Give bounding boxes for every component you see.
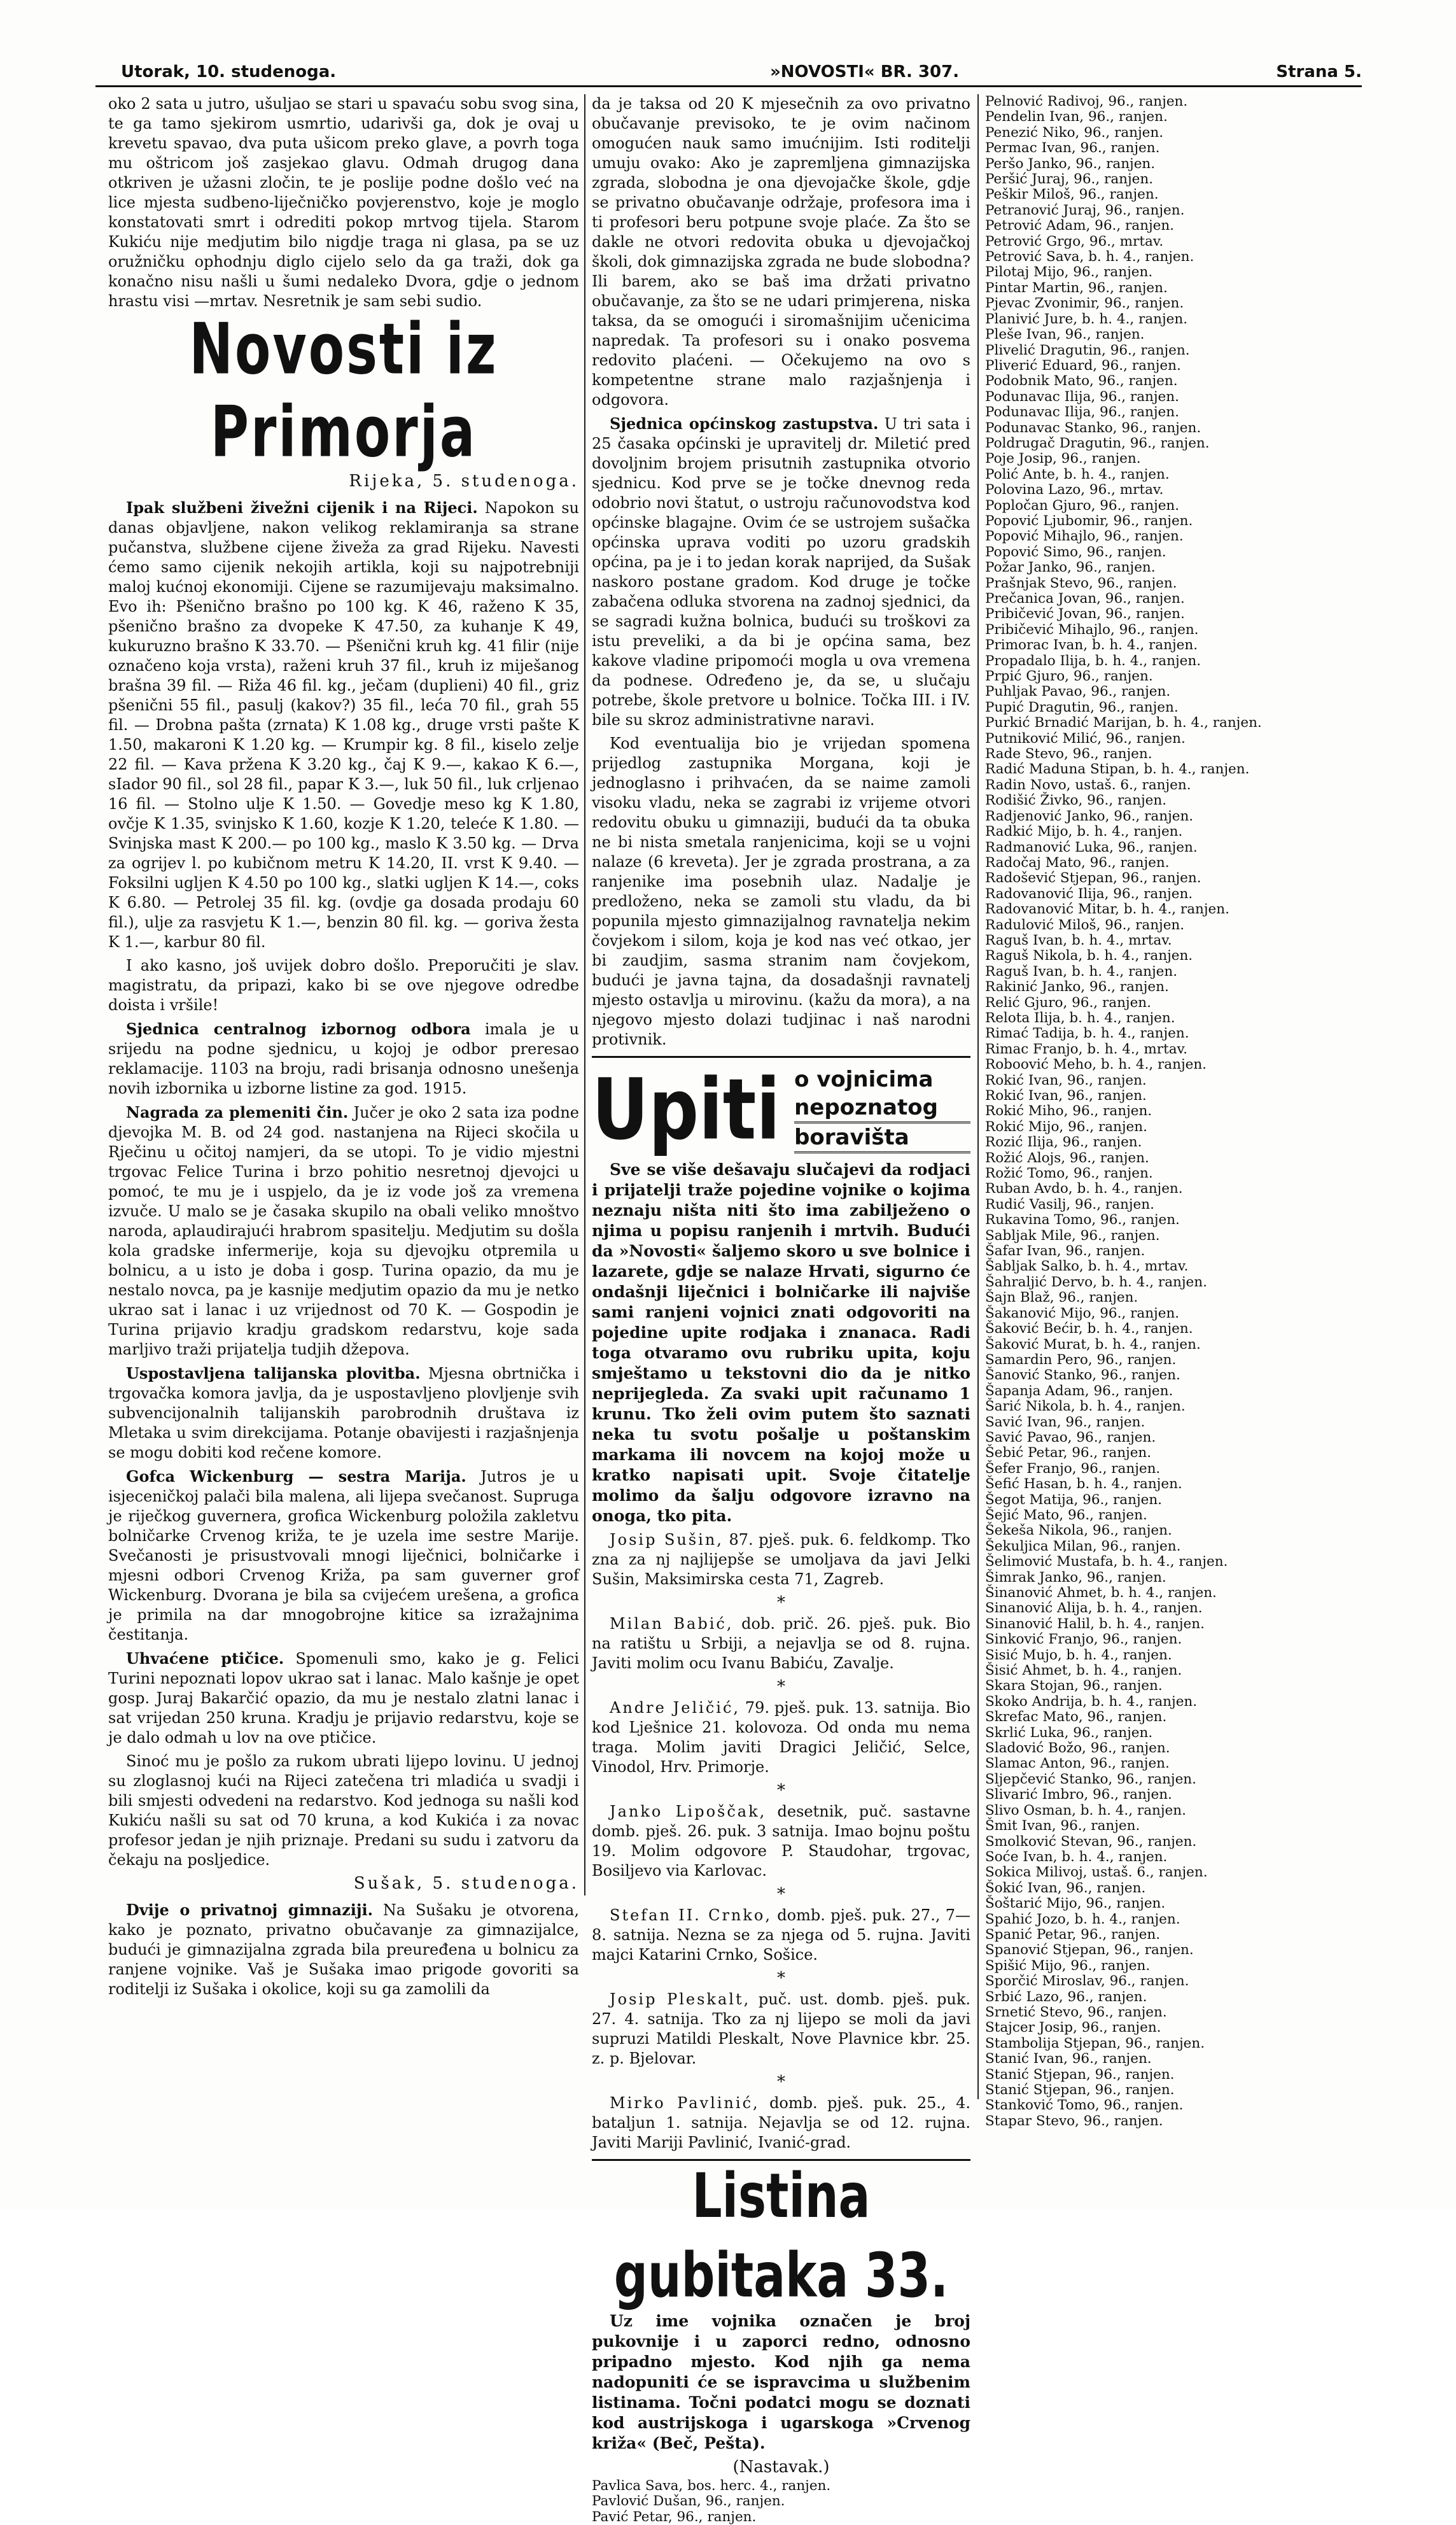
casualty-entry: Skrlić Luka, 96., ranjen. <box>985 1724 1153 1741</box>
casualty-entry: Prašnjak Stevo, 96., ranjen. <box>985 575 1177 591</box>
casualty-entry: Radmanović Luka, 96., ranjen. <box>985 839 1198 855</box>
query-entry <box>592 1614 970 1673</box>
casualty-entry: Relić Gjuro, 96., ranjen. <box>985 994 1151 1011</box>
article <box>108 1102 579 1360</box>
casualty-entry: Poldrugač Dragutin, 96., ranjen. <box>985 435 1210 451</box>
query-text: dob. prič. 26. pješ. puk. Bio na ratištu u Srbiji, a nejavlja se od 8. rujna. Javiti molim ocu Ivanu Babiću, Zavalje. <box>592 1615 970 1672</box>
casualty-entry: Pribičević Jovan, 96., ranjen. <box>985 606 1185 622</box>
casualty-entry: Spanović Stjepan, 96., ranjen. <box>985 1942 1194 1959</box>
casualty-entry: Putniković Milić, 96., ranjen. <box>985 730 1186 747</box>
casualty-entry: Radjenović Janko, 96., ranjen. <box>985 808 1194 824</box>
soldier-name: Josip Pleskalt, <box>610 1990 751 2008</box>
casualty-entry: Pelnović Radivoj, 96., ranjen. <box>985 94 1188 109</box>
casualty-entry: Radovanović Ilija, 96., ranjen. <box>985 885 1193 902</box>
casualty-entry: Petrović Sava, b. h. 4., ranjen. <box>985 249 1194 265</box>
casualty-entry: Stanić Stjepan, 96., ranjen. <box>985 2082 1175 2098</box>
masthead <box>95 59 1362 87</box>
column-1 <box>108 94 580 1998</box>
casualty-entry: Petrović Grgo, 96., mrtav. <box>985 233 1164 250</box>
article-body: Sinoć mu je pošlo za rukom ubrati lijepo lovinu. U jednoj su zloglasnoj kući na Rijeci zatečena tri mladića u svadji i bili smjesti odvedeni na redarstvo. Kod jednoga su našli kod Kukiću našli su sat od 70 kruna, a kod Kukića i za novac profesor jedan je njih priznaje. Predani su sudu i zatvoru da čekaju na posljedice. <box>108 1752 579 1869</box>
article-body: Jutros je u isjeceničkoj palači bila malena, ali lijepa svečanost. Supruga je riječkog guvernera, grofica Wickenburg položila zakletvu bolničarke Crvenog križa, te je uzela ime sestre Marije. Svečanosti je prisustvovali mnogi liječnici, bolničarke i mjesni odbori Crvenog Križa, pa sam guverner grof Wickenburg. Dvorana je bila sa cvijećem urešena, a grofica je primila na dar mnogobrojne kitice sa izražajnima čestitanja. <box>108 1468 579 1643</box>
casualty-entry: Stanković Tomo, 96., ranjen. <box>985 2097 1184 2114</box>
casualty-entry: Samardin Pero, 96., ranjen. <box>985 1351 1177 1368</box>
casualty-entry: Pilotaj Mijo, 96., ranjen. <box>985 264 1153 281</box>
casualty-entry: Purkić Brnadić Marijan, b. h. 4., ranjen. <box>985 715 1262 731</box>
query-entry <box>592 2093 970 2153</box>
casualty-entry: Pintar Martin, 96., ranjen. <box>985 279 1168 296</box>
casualty-entry: Pjevac Zvonimir, 96., ranjen. <box>985 295 1184 312</box>
query-text: domb. pješ. puk. 25., 4. bataljun 1. satnija. Nejavlja se od 12. rujna. Javiti Mariji Pavlinić, Ivanić-grad. <box>592 2094 970 2151</box>
casualty-entry: Spahić Jozo, b. h. 4., ranjen. <box>985 1911 1180 1927</box>
casualty-list-intro: Uz ime vojnika označen je broj pukovnije i u zaporci redno, odnosno pripadno mjesto. Kod njih ga nema nadopuniti će se ispravcima u službenim listinama. Točni podatci mogu se doznati kod austrijskoga i ugarskoga »Crvenog križa« (Beč, Pešta). <box>592 2312 970 2452</box>
casualty-entry: Sporčić Miroslav, 96., ranjen. <box>985 1973 1189 1990</box>
section-title: Novosti iz Primorja <box>189 309 498 474</box>
casualty-entry: Šokić Ivan, 96., ranjen. <box>985 1880 1146 1896</box>
separator-star: * <box>777 1781 785 1800</box>
casualty-entry: Stajcer Josip, 96., ranjen. <box>985 2020 1161 2036</box>
article <box>108 498 579 952</box>
casualty-entry: Radić Maduna Stipan, b. h. 4., ranjen. <box>985 761 1250 778</box>
casualty-entry: Stanić Stjepan, 96., ranjen. <box>985 2066 1175 2083</box>
casualty-entry: Slivarić Imbro, 96., ranjen. <box>985 1787 1172 1803</box>
casualty-entry: Rudić Vasilj, 96., ranjen. <box>985 1196 1154 1213</box>
casualty-entry: Roboović Meho, b. h. 4., ranjen. <box>985 1057 1207 1073</box>
query-text: puč. ust. domb. pješ. puk. 27. 4. satnija. Tko za nj lijepo se moli da javi supruzi Matildi Pleskalt, Nove Plavnice kbr. 25. z. p. Bjelovar. <box>592 1990 970 2067</box>
separator-star: * <box>777 1677 785 1696</box>
casualty-entry: Rakinić Janko, 96., ranjen. <box>985 979 1169 995</box>
separator <box>592 1056 970 1058</box>
casualty-entry: Šimrak Janko, 96., ranjen. <box>985 1569 1166 1586</box>
casualty-list <box>592 2479 970 2525</box>
article <box>108 1649 579 1748</box>
casualty-entry: Sokica Milivoj, ustaš. 6., ranjen. <box>985 1864 1208 1881</box>
casualty-entry: Pavić Petar, 96., ranjen. <box>592 2508 757 2525</box>
casualty-entry: Popović Simo, 96., ranjen. <box>985 544 1166 560</box>
casualty-entry: Rimac Franjo, b. h. 4., mrtav. <box>985 1041 1187 1057</box>
article-headline: Gofca Wickenburg — sestra Marija. <box>126 1467 466 1486</box>
article-body: Spomenuli smo, kako je g. Felici Turini nepoznati lopov ukrao sat i lanac. Malo kašnje je opet gosp. Juraj Bakarčić opazio, da mu je nestalo zlatni lanac i sat vrijedan 250 kruna. Kradju je prijavio redarstvu, koje se je dalo odmah u lov na ove ptičice. <box>108 1650 579 1747</box>
casualty-entry: Šarić Nikola, b. h. 4., ranjen. <box>985 1398 1186 1415</box>
continuation-note: (Nastavak.) <box>732 2458 830 2477</box>
casualty-entry: Raguš Ivan, b. h. 4., ranjen. <box>985 963 1178 980</box>
article-body: I ako kasno, još uvijek dobro došlo. Preporučiti je slav. magistratu, da pripazi, kako bi se ove njegove odredbe doista i vršile! <box>108 957 579 1014</box>
casualty-entry: Skrefac Mato, 96., ranjen. <box>985 1709 1167 1726</box>
casualty-entry: Srbić Lazo, 96., ranjen. <box>985 1988 1147 2005</box>
casualty-entry: Propadalo Ilija, b. h. 4., ranjen. <box>985 652 1201 669</box>
query-text: desetnik, puč. sastavne domb. pješ. 26. puk. 3 satnija. Imao bojnu poštu 19. Molim odgovore P. Staudohar, trgovac, Bosiljevo via Karlovac. <box>592 1803 970 1880</box>
casualty-entry: Rožić Alojs, 96., ranjen. <box>985 1150 1149 1166</box>
query-entry <box>592 1906 970 1965</box>
casualty-entry: Pribičević Mihajlo, 96., ranjen. <box>985 621 1199 638</box>
article <box>108 1466 579 1645</box>
casualty-entry: Skara Stojan, 96., ranjen. <box>985 1678 1163 1694</box>
casualty-entry: Rokić Miho, 96., ranjen. <box>985 1103 1152 1120</box>
casualty-entry: Šabljak Salko, b. h. 4., mrtav. <box>985 1258 1189 1275</box>
article <box>108 1363 579 1463</box>
casualty-entry: Sabljak Mile, 96., ranjen. <box>985 1227 1160 1244</box>
casualty-entry: Poje Josip, 96., ranjen. <box>985 451 1141 467</box>
soldier-name: Mirko Pavlinić, <box>610 2094 760 2112</box>
casualty-entry: Slivo Osman, b. h. 4., ranjen. <box>985 1802 1186 1818</box>
casualty-entry: Penezić Niko, 96., ranjen. <box>985 124 1164 141</box>
casualty-entry: Šakanović Mijo, 96., ranjen. <box>985 1305 1180 1321</box>
casualty-entry: Sisić Mujo, b. h. 4., ranjen. <box>985 1647 1172 1663</box>
query-text: 87. pješ. puk. 6. feldkomp. Tko zna za nj najlijepše se umoljava da javi Jelki Sušin, Maksimirska cesta 71, Zagreb. <box>592 1531 971 1588</box>
casualty-entry: Šelimović Mustafa, b. h. 4., ranjen. <box>985 1554 1228 1570</box>
article-headline: Nagrada za plemeniti čin. <box>126 1103 349 1122</box>
casualty-entry: Savić Pavao, 96., ranjen. <box>985 1429 1156 1445</box>
page-number: Strana 5. <box>1276 62 1362 81</box>
casualty-entry: Radulović Miloš, 96., ranjen. <box>985 917 1185 933</box>
separator-star: * <box>777 1969 785 1988</box>
casualty-entry: Sljepčević Stanko, 96., ranjen. <box>985 1771 1196 1787</box>
casualty-entry: Pendelin Ivan, 96., ranjen. <box>985 109 1168 125</box>
article-headline: Dvije o privatnoj gimnaziji. <box>126 1901 373 1919</box>
article-headline: Sjednica općinskog zastupstva. <box>610 414 879 433</box>
article <box>108 1900 579 1999</box>
article-body: Jučer je oko 2 sata iza podne djevojka M. B. od 24 god. nastanjena na Rijeci skočila u Rječinu u očitoj namjeri, da se utopi. To je vidio mjestni trgovac Felice Turina i brzo pohitio nesretnoj djevojci u pomoć, te mu je i uspjelo, da je iz vode još za vremena izvuče. U malo se je časaka skupilo na obali veliko mnoštvo naroda, aplaudirajući hrabrom spasitelju. Medjutim su došla kola gradske infermerije, koja su djevojku otpremila u bolnicu, a u isto je doba i gosp. Turina opazio, da mu je nestalo novca, pa je kasnije medjutim opazio da mu je netko ukrao sat i lanac i uz vrijednost od 70 K. — Gospodin je Turina prijavio kradju gradskom redarstvu, koje sada marljivo traži prijatelja tudjih džepova. <box>108 1104 579 1358</box>
casualty-entry: Relota Ilija, b. h. 4., ranjen. <box>985 1009 1175 1026</box>
queries-intro: Sve se više dešavaju slučajevi da rodjaci i prijatelji traže pojedine vojnike o kojima neznaju ništa niti što ima zabilježeno o njima u popisu ranjenih i mrtvih. Budući da »Novosti« šaljemo skoro u sve bolnice i lazarete, gdje se nalaze Hrvati, sigurno će ondašnji liječnici i bolničarke ili najviše sami ranjeni vojnici znati odgovoriti na pojedine upite rodjaka i znanaca. Radi toga otvaramo ovu rubriku upita, koju smještamo u tekstovni dio da je nitko neprijegleda. Za svaki upit računamo 1 krunu. Tko želi ovim putem što saznati neka tu svotu pošalje u poštanskim markama ili novcem na kojoj može u kratko napisati upit. Svoje čitatelje molimo da šalju odgovore izravno na onoga, tko pita. <box>592 1160 970 1525</box>
casualty-entry: Radin Novo, ustaš. 6., ranjen. <box>985 777 1191 793</box>
query-entry <box>592 1698 970 1777</box>
casualty-entry: Šegot Matija, 96., ranjen. <box>985 1491 1163 1508</box>
casualty-entry: Sinanović Halil, b. h. 4., ranjen. <box>985 1615 1205 1632</box>
casualty-entry: Rokić Ivan, 96., ranjen. <box>985 1072 1147 1088</box>
casualty-entry: Šaković Bećir, b. h. 4., ranjen. <box>985 1321 1193 1337</box>
column-divider <box>584 94 585 1896</box>
queries-title: Upiti <box>592 1060 781 1158</box>
casualty-entry: Šisić Ahmet, b. h. 4., ranjen. <box>985 1663 1182 1679</box>
casualty-entry: Raguš Nikola, b. h. 4., ranjen. <box>985 948 1193 964</box>
casualty-entry: Savić Ivan, 96., ranjen. <box>985 1414 1145 1430</box>
casualty-entry: Prečanica Jovan, 96., ranjen. <box>985 591 1185 607</box>
casualty-entry: Permac Ivan, 96., ranjen. <box>985 140 1160 157</box>
casualty-entry: Rozić Ilija, 96., ranjen. <box>985 1134 1142 1151</box>
casualty-entry: Spanić Petar, 96., ranjen. <box>985 1926 1161 1943</box>
casualty-entry: Sinković Franjo, 96., ranjen. <box>985 1631 1182 1648</box>
casualty-entry: Rokić Ivan, 96., ranjen. <box>985 1088 1147 1104</box>
casualty-entry: Prpić Gjuro, 96., ranjen. <box>985 668 1153 685</box>
casualty-entry: Peškir Miloš, 96., ranjen. <box>985 186 1159 203</box>
column-divider <box>977 94 979 2099</box>
casualty-entry: Rodišić Živko, 96., ranjen. <box>985 792 1167 809</box>
query-entry <box>592 1530 970 1589</box>
article <box>108 1019 579 1099</box>
casualty-entry: Plivelić Dragutin, 96., ranjen. <box>985 342 1190 358</box>
casualty-entry: Šaković Murat, b. h. 4., ranjen. <box>985 1336 1201 1353</box>
casualty-entry: Planivić Jure, b. h. 4., ranjen. <box>985 311 1188 327</box>
casualty-entry: Radovanović Mitar, b. h. 4., ranjen. <box>985 901 1229 918</box>
column-2 <box>592 94 971 2525</box>
casualty-entry: Šanović Stanko, 96., ranjen. <box>985 1367 1180 1384</box>
casualty-entry: Srnetić Stevo, 96., ranjen. <box>985 2004 1167 2020</box>
column-3 <box>985 94 1341 2129</box>
queries-subtitle <box>794 1066 970 1153</box>
article-continuation: da je taksa od 20 K mjesečnih za ovo privatno obučavanje previsoko, te je ovim načinom omogućen nauk samo imućnijim. Isti roditelji umuju ovako: Ako je zapremljena gimnazijska zgrada, slobodna je ona djevojačke škole, gdje se privatno obučavanje održaje, profesora ima i ti profesori beru potpune svoje plaće. Za što se dakle ne otvori redovita obuka u djevojačkoj školi, dok gimnazijska zgrada ne bude slobodna? Ili barem, ako se baš ima držati privatno obučavanje, za što se ne udari primjerena, niska taksa, da se omogući i siromašnijim učenicima napredak. Ta profesori su i onako posvema redovito plaćeni. — Očekujemo na ovo s kompetentne strane malo razjašnjenja i odgovora. <box>592 95 970 409</box>
casualty-entry: Šajn Blaž, 96., ranjen. <box>985 1290 1138 1306</box>
casualty-entry: Požar Janko, 96., ranjen. <box>985 559 1156 576</box>
newspaper-name-issue: »NOVOSTI« BR. 307. <box>770 62 960 81</box>
separator-star: * <box>777 2072 785 2092</box>
casualty-entry: Šoštarić Mijo, 96., ranjen. <box>985 1896 1166 1912</box>
casualty-entry: Rimać Tadija, b. h. 4., ranjen. <box>985 1025 1189 1042</box>
article <box>592 414 970 730</box>
casualty-entry: Pliverić Eduard, 96., ranjen. <box>985 357 1181 374</box>
casualty-entry: Polovina Lazo, 96., mrtav. <box>985 482 1164 498</box>
dateline: Sušak, 5. studenoga. <box>353 1874 579 1893</box>
soldier-name: Andre Jeličić, <box>610 1699 741 1717</box>
casualty-entry: Popločan Gjuro, 96., ranjen. <box>985 497 1180 514</box>
casualty-entry: Podobnik Mato, 96., ranjen. <box>985 373 1178 390</box>
casualty-entry: Peršo Janko, 96., ranjen. <box>985 155 1156 172</box>
casualty-entry: Pupić Dragutin, 96., ranjen. <box>985 699 1179 715</box>
queries-subtitle-line: o vojnicima nepoznatog <box>794 1066 970 1123</box>
casualty-entry: Šahraljić Dervo, b. h. 4., ranjen. <box>985 1274 1207 1290</box>
soldier-name: Janko Lipoščak, <box>610 1803 767 1820</box>
casualty-entry: Rade Stevo, 96., ranjen. <box>985 746 1152 763</box>
casualty-entry: Rožić Tomo, 96., ranjen. <box>985 1165 1153 1182</box>
casualty-entry: Šekeša Nikola, 96., ranjen. <box>985 1523 1172 1539</box>
query-entry <box>592 1802 970 1881</box>
casualty-entry: Popović Ljubomir, 96., ranjen. <box>985 512 1193 529</box>
casualty-entry: Puhljak Pavao, 96., ranjen. <box>985 684 1171 700</box>
casualty-entry: Šafar Ivan, 96., ranjen. <box>985 1243 1145 1260</box>
article-headline: Ipak službeni živežni cijenik i na Rijeci. <box>126 498 478 517</box>
article-headline: Uhvaćene ptičice. <box>126 1649 284 1668</box>
casualty-entry: Soće Ivan, b. h. 4., ranjen. <box>985 1848 1168 1865</box>
queries-heading <box>592 1060 970 1158</box>
casualty-entry: Pavlović Dušan, 96., ranjen. <box>592 2493 785 2510</box>
casualty-entry: Spišić Mijo, 96., ranjen. <box>985 1957 1151 1974</box>
casualty-entry: Raguš Ivan, b. h. 4., mrtav. <box>985 932 1172 948</box>
casualty-entry: Primorac Ivan, b. h. 4., ranjen. <box>985 637 1198 654</box>
query-text: domb. pješ. puk. 27., 7—8. satnija. Nezna se za njega od 5. rujna. Javiti majci Katarini Crnko, Sošice. <box>592 1906 971 1964</box>
soldier-name: Stefan II. Crnko, <box>610 1906 773 1924</box>
casualty-entry: Smolković Stevan, 96., ranjen. <box>985 1833 1197 1850</box>
casualty-entry: Sinanović Alija, b. h. 4., ranjen. <box>985 1600 1203 1617</box>
query-entry <box>592 1990 970 2069</box>
separator-star: * <box>777 1593 785 1612</box>
separator-star: * <box>777 1885 785 1904</box>
article-body: U tri sata i 25 časaka općinski je upravitelj dr. Miletić pred dovoljnim brojem prisutnih zastupnika otvorio sjednicu. Kod prve se je točke dnevnog reda odobrio novi štatut, o ustroju računovodstva kod općinske blagajne. Ovim će se ustrojem sušačka općinska uprava voditi po uzoru gradskih općina, pa je i to jedan korak naprijed, da Sušak naskoro postane gradom. Kod druge je točke zabačena odluka stvorena na zadnoj sjednici, da se sagradi kužna bolnica, budući su troškovi za istu preveliki, a da bi je općina sama, bez kakove vladine pripomoći mogla u ova vremena da podnese. Određeno je, da se, u slučaju potrebe, škole pretvore u bolnice. Točka III. i IV. bile su skroz administrativne naravi. <box>592 415 970 729</box>
casualty-entry: Radošević Stjepan, 96., ranjen. <box>985 870 1201 887</box>
casualty-entry: Popović Mihajlo, 96., ranjen. <box>985 528 1184 545</box>
article-body: imala je u srijedu na podne sjednicu, u kojoj je odbor preresao reklamacije. 1103 na broju, radi brisanja odnosno unešenja novih izbornika u izborne listine za god. 1915. <box>108 1020 579 1097</box>
casualty-entry: Ruban Avdo, b. h. 4., ranjen. <box>985 1181 1183 1197</box>
casualty-entry: Šefić Hasan, b. h. 4., ranjen. <box>985 1476 1182 1493</box>
casualty-entry: Rokić Mijo, 96., ranjen. <box>985 1118 1147 1135</box>
casualty-entry: Šekuljica Milan, 96., ranjen. <box>985 1538 1181 1554</box>
soldier-name: Milan Babić, <box>610 1615 734 1633</box>
casualty-entry: Polić Ante, b. h. 4., ranjen. <box>985 466 1170 482</box>
article-body: Mjesna obrtnička i trgovačka komora javlja, da je uspostavljeno plovljenje svih subvencijonalnih talijanskih parobrodnih društava iz Mletaka u svim direkcijama. Potanje obavijesti i razjašnjenja se mogu dobiti kod rečene komore. <box>108 1365 580 1461</box>
dateline: Rijeka, 5. studenoga. <box>349 472 579 491</box>
article-headline: Sjednica centralnog izbornog odbora <box>126 1020 471 1038</box>
casualty-entry: Pavlica Sava, bos. herc. 4., ranjen. <box>592 2478 831 2494</box>
casualty-entry: Podunavac Ilija, 96., ranjen. <box>985 388 1179 405</box>
casualty-entry: Šebić Petar, 96., ranjen. <box>985 1445 1152 1461</box>
casualty-entry: Stambolija Stjepan, 96., ranjen. <box>985 2035 1205 2051</box>
casualty-entry: Radkić Mijo, b. h. 4., ranjen. <box>985 824 1183 840</box>
casualty-entry: Radočaj Mato, 96., ranjen. <box>985 854 1170 871</box>
queries-subtitle-line: boravišta <box>794 1123 970 1153</box>
casualty-entry: Šapanja Adam, 96., ranjen. <box>985 1382 1173 1399</box>
casualty-entry: Šmit Ivan, 96., ranjen. <box>985 1818 1140 1834</box>
casualty-entry: Petrović Adam, 96., ranjen. <box>985 218 1175 234</box>
issue-date: Utorak, 10. studenoga. <box>121 62 337 81</box>
query-text: 79. pješ. puk. 13. satnija. Bio kod Lješnice 21. kolovoza. Od onda mu nema traga. Molim javiti Dragici Jeličić, Selce, Vinodol, Hrv. Primorje. <box>592 1699 970 1776</box>
casualty-entry: Skoko Andrija, b. h. 4., ranjen. <box>985 1693 1198 1710</box>
casualty-entry: Peršić Juraj, 96., ranjen. <box>985 171 1154 188</box>
casualty-entry: Slamac Anton, 96., ranjen. <box>985 1755 1170 1772</box>
casualty-list-title: Listina gubitaka 33. <box>613 2160 949 2312</box>
casualty-entry: Podunavac Stanko, 96., ranjen. <box>985 419 1201 436</box>
article-headline: Uspostavljena talijanska plovitba. <box>126 1364 421 1382</box>
casualty-entry: Rukavina Tomo, 96., ranjen. <box>985 1212 1180 1228</box>
article-body: Kod eventualija bio je vrijedan spomena prijedlog zastupnika Morgana, koji je jednoglasno i prihvaćen, da se naime zamoli visoku vladu, neka se zagrabi iz vrijeme otvori redovitu obuku u gimnaziji, budući da ta obuka ne bi nista smetala ranjenicima, koji se u vojni nalaze (6 kreveta). Jer je zgrada prostrana, a za ranjenike ima posebnih ulaz. Nadalje je predloženo, neka se zamoli stu vladu, da bi popunila mjesto gimnazijalnog ravnatelja nekim čovjekom i silom, koja je kod nas već otkao, jer bi zaudjim, sasma stranim nam čovjekom, budući je javna tajna, da dosadašnji ravnatelj mjesto ostavlja u mirovinu. (kažu da mora), a na njegovo mjesto dolazi tudjinac i naš narodni protivnik. <box>592 735 970 1048</box>
casualty-entry: Stapar Stevo, 96., ranjen. <box>985 2113 1163 2129</box>
casualty-entry: Stanić Ivan, 96., ranjen. <box>985 2051 1152 2067</box>
casualty-list <box>985 94 1341 2129</box>
casualty-entry: Šefer Franjo, 96., ranjen. <box>985 1460 1161 1477</box>
casualty-entry: Podunavac Ilija, 96., ranjen. <box>985 404 1179 421</box>
soldier-name: Josip Sušin, <box>610 1531 724 1549</box>
casualty-entry: Pleše Ivan, 96., ranjen. <box>985 327 1145 343</box>
casualty-entry: Šejić Mato, 96., ranjen. <box>985 1507 1147 1523</box>
article-continuation: oko 2 sata u jutro, ušuljao se stari u spavaću sobu svog sina, te ga tamo sjekirom usmrtio, udarivši ga, dok je ovaj u krevetu spavao, dva puta ušicom preko glave, a povrh toga mu oštricom još zasjekao glavu. Odmah drugog dana otkriven je užasni zločin, te je poslije podne došlo već na lice mjesta sudbeno-liječničko povjerenstvo, koje je moglo konstatovati smrt i odrediti pokop mrtvog tijela. Starom Kukiću nije medjutim bilo nigdje traga ni glasa, pa se uz oružničku ophodnju diglo cijelo selo da ga traži, dok ga konačno nisu našli u šumi nedaleko Dvora, gdje o jednom hrastu visi —mrtav. Nesretnik je sam sebi sudio. <box>108 95 579 310</box>
casualty-entry: Petranović Juraj, 96., ranjen. <box>985 202 1185 218</box>
casualty-entry: Sladović Božo, 96., ranjen. <box>985 1740 1170 1757</box>
article-body: Na Sušaku je otvorena, kako je poznato, privatno obučavanje za gimnazijalce, budući je gimnazijalna zgrada bila preuređena u bolnicu za ranjene vojnike. Vaš je Sušaka imao prigode govoriti sa roditelji iz Sušaka i okolice, koji su ga zamolili da <box>108 1901 579 1998</box>
article-body: Napokon su danas objavljene, nakon velikog reklamiranja sa strane pučanstva, službene cijene živeža za grad Rijeku. Navesti ćemo samo cijenik nekojih artikla, koji su najpotrebniji maloj kućnoj ekonomiji. Cijene se razumijevaju maksimalno. Evo ih: Pšenično brašno po 100 kg. K 46, raženo K 35, pšenično brašno za dvopeke K 47.50, za kuhanje K 49, kukuruzno brašno K 33.70. — Pšenični kruh kg. 41 filir (nije označeno koja vrsta), raženi kruh 37 fil., kruh iz miješanog brašna 39 fil. — Riža 46 fil. kg., ječam (duplieni) 40 fil., griz pšenični 55 fil., pasulj (kakov?) 35 fil., leća 70 fil., grah 55 fil. — Drobna pašta (zrnata) K 1.08 kg., druge vrsti pašte K 1.50, makaroni K 1.20 kg. — Krumpir kg. 8 fil., kiselo zelje 22 fil. — Kava pržena K 3.20 kg., čaj K 9.—, kakao K 6.—, sIador 90 fil., sol 28 fil., papar K 3.—, luk 50 fil., luk crljenao 16 fil. — Stolno ulje K 1.50. — Govedje meso kg K 1.80, ovčje K 1.35, svinjsko K 1.60, kozje K 1.20, teleće K 1.80. — Svinjska mast K 200.— po 100 kg., maslo K 3.50 kg. — Drva za ogrijev l. po kubičnom metru K 14.20, II. vrst K 9.40. — Foksilni ugljen K 4.50 po 100 kg., slatki ugljen K 14.—, coks K 6.80. — Petrolej 35 fil. kg. (ovdje ga dosada prodaju 60 fil.), ulje za rasvjetu K 1.—, benzin 80 fil. kg. — goriva žesta K 1.—, karbur 80 fil. <box>108 499 579 951</box>
casualty-entry: Šinanović Ahmet, b. h. 4., ranjen. <box>985 1585 1217 1601</box>
